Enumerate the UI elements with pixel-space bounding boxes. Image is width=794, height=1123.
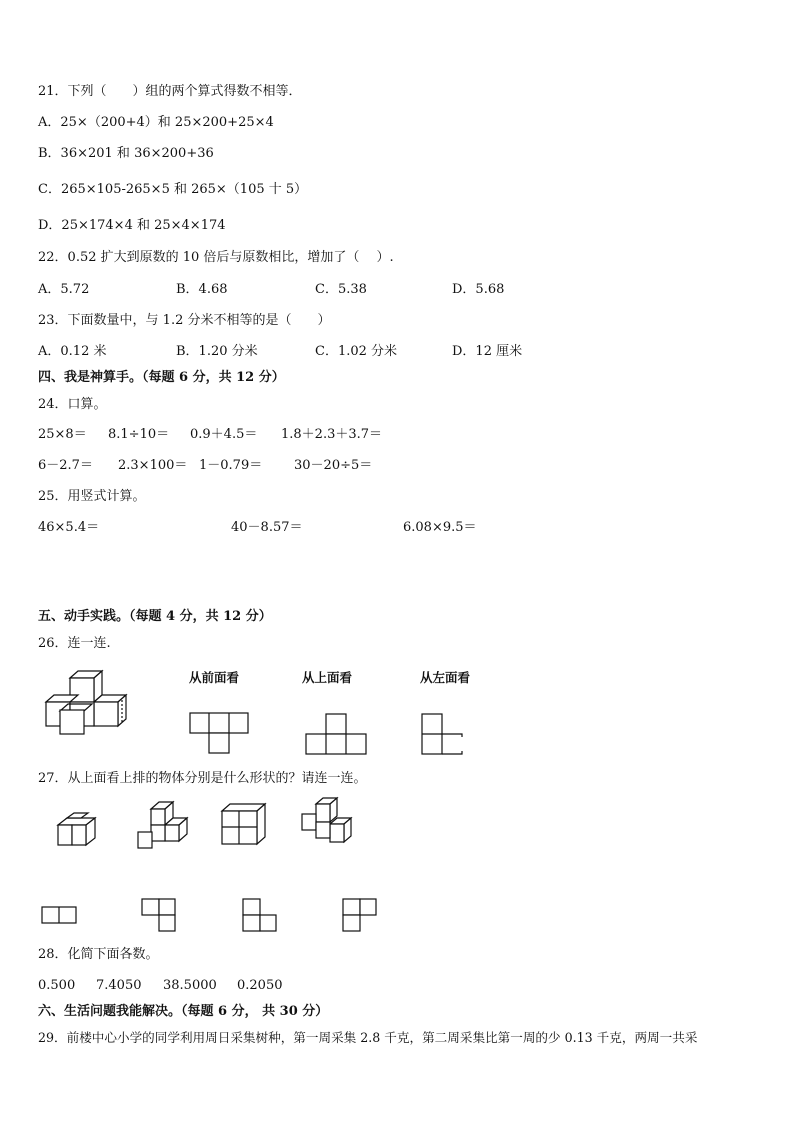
q23-stem: 23．下面数量中，与 1.2 分米不相等的是（ ） <box>38 313 331 328</box>
q27-object-1 <box>57 812 103 846</box>
q28-number: 0.2050 <box>237 978 283 993</box>
q23-option-d: D．12 厘米 <box>452 344 523 359</box>
q21-option-b: B．36×201 和 36×200+36 <box>38 146 214 161</box>
q27-object-2 <box>137 800 189 850</box>
view-label-top: 从上面看 <box>302 670 353 685</box>
section-5-heading: 五、动手实践。（每题 4 分，共 12 分） <box>38 609 272 624</box>
q24-item: 8.1÷10＝ <box>108 427 170 442</box>
q27-stem: 27．从上面看上排的物体分别是什么形状的？请连一连。 <box>38 771 367 786</box>
view-label-front: 从前面看 <box>189 670 240 685</box>
q27-shape-3 <box>242 898 278 932</box>
q24-item: 1.8＋2.3＋3.7＝ <box>281 427 383 442</box>
q27-shape-1 <box>41 906 77 924</box>
q22-option-c: C．5.38 <box>315 282 367 297</box>
q22-stem: 22．0.52 扩大到原数的 10 倍后与原数相比，增加了（ ）. <box>38 250 394 265</box>
q25-item: 46×5.4＝ <box>38 520 100 535</box>
q26-view-inverted-t <box>305 713 367 755</box>
q28-number: 7.4050 <box>96 978 142 993</box>
q26-cube-figure <box>40 670 130 736</box>
q23-option-b: B．1.20 分米 <box>176 344 258 359</box>
q27-shape-4 <box>342 898 378 932</box>
q24-item: 30－20÷5＝ <box>294 458 373 473</box>
q23-option-a: A．0.12 米 <box>38 344 107 359</box>
q21-option-c: C．265×105-265×5 和 265×（105 十 5） <box>38 182 308 197</box>
q22-option-a: A．5.72 <box>38 282 90 297</box>
q24-item: 1－0.79＝ <box>199 458 263 473</box>
q26-view-l-shape <box>421 713 465 755</box>
q28-number: 0.500 <box>38 978 76 993</box>
q21-option-d: D．25×174×4 和 25×4×174 <box>38 218 226 233</box>
q25-item: 6.08×9.5＝ <box>403 520 477 535</box>
q24-item: 2.3×100＝ <box>118 458 188 473</box>
q22-option-d: D．5.68 <box>452 282 505 297</box>
q29-stem: 29．前楼中心小学的同学利用周日采集树种，第一周采集 2.8 千克，第二周采集比第一周的少 0.13 千克，两周一共采 <box>38 1030 698 1045</box>
q25-item: 40－8.57＝ <box>231 520 303 535</box>
q26-stem: 26．连一连. <box>38 636 111 651</box>
q24-stem: 24．口算。 <box>38 397 107 412</box>
q27-object-3 <box>221 802 267 846</box>
q21-option-a: A．25×（200+4）和 25×200+25×4 <box>38 115 274 130</box>
q26-view-t-shape <box>189 712 249 754</box>
q28-number: 38.5000 <box>163 978 217 993</box>
q24-item: 0.9＋4.5＝ <box>190 427 258 442</box>
q22-option-b: B．4.68 <box>176 282 228 297</box>
q24-item: 6－2.7＝ <box>38 458 93 473</box>
q27-object-4 <box>300 796 352 846</box>
q24-item: 25×8＝ <box>38 427 87 442</box>
q21-stem: 21．下列（ ）组的两个算式得数不相等． <box>38 84 302 99</box>
section-4-heading: 四、我是神算手。（每题 6 分，共 12 分） <box>38 370 285 385</box>
view-label-left: 从左面看 <box>420 670 471 685</box>
q23-option-c: C．1.02 分米 <box>315 344 398 359</box>
q27-shape-2 <box>141 898 177 932</box>
q25-stem: 25．用竖式计算。 <box>38 489 146 504</box>
section-6-heading: 六、生活问题我能解决。（每题 6 分， 共 30 分） <box>38 1004 329 1019</box>
q28-stem: 28．化简下面各数。 <box>38 947 159 962</box>
